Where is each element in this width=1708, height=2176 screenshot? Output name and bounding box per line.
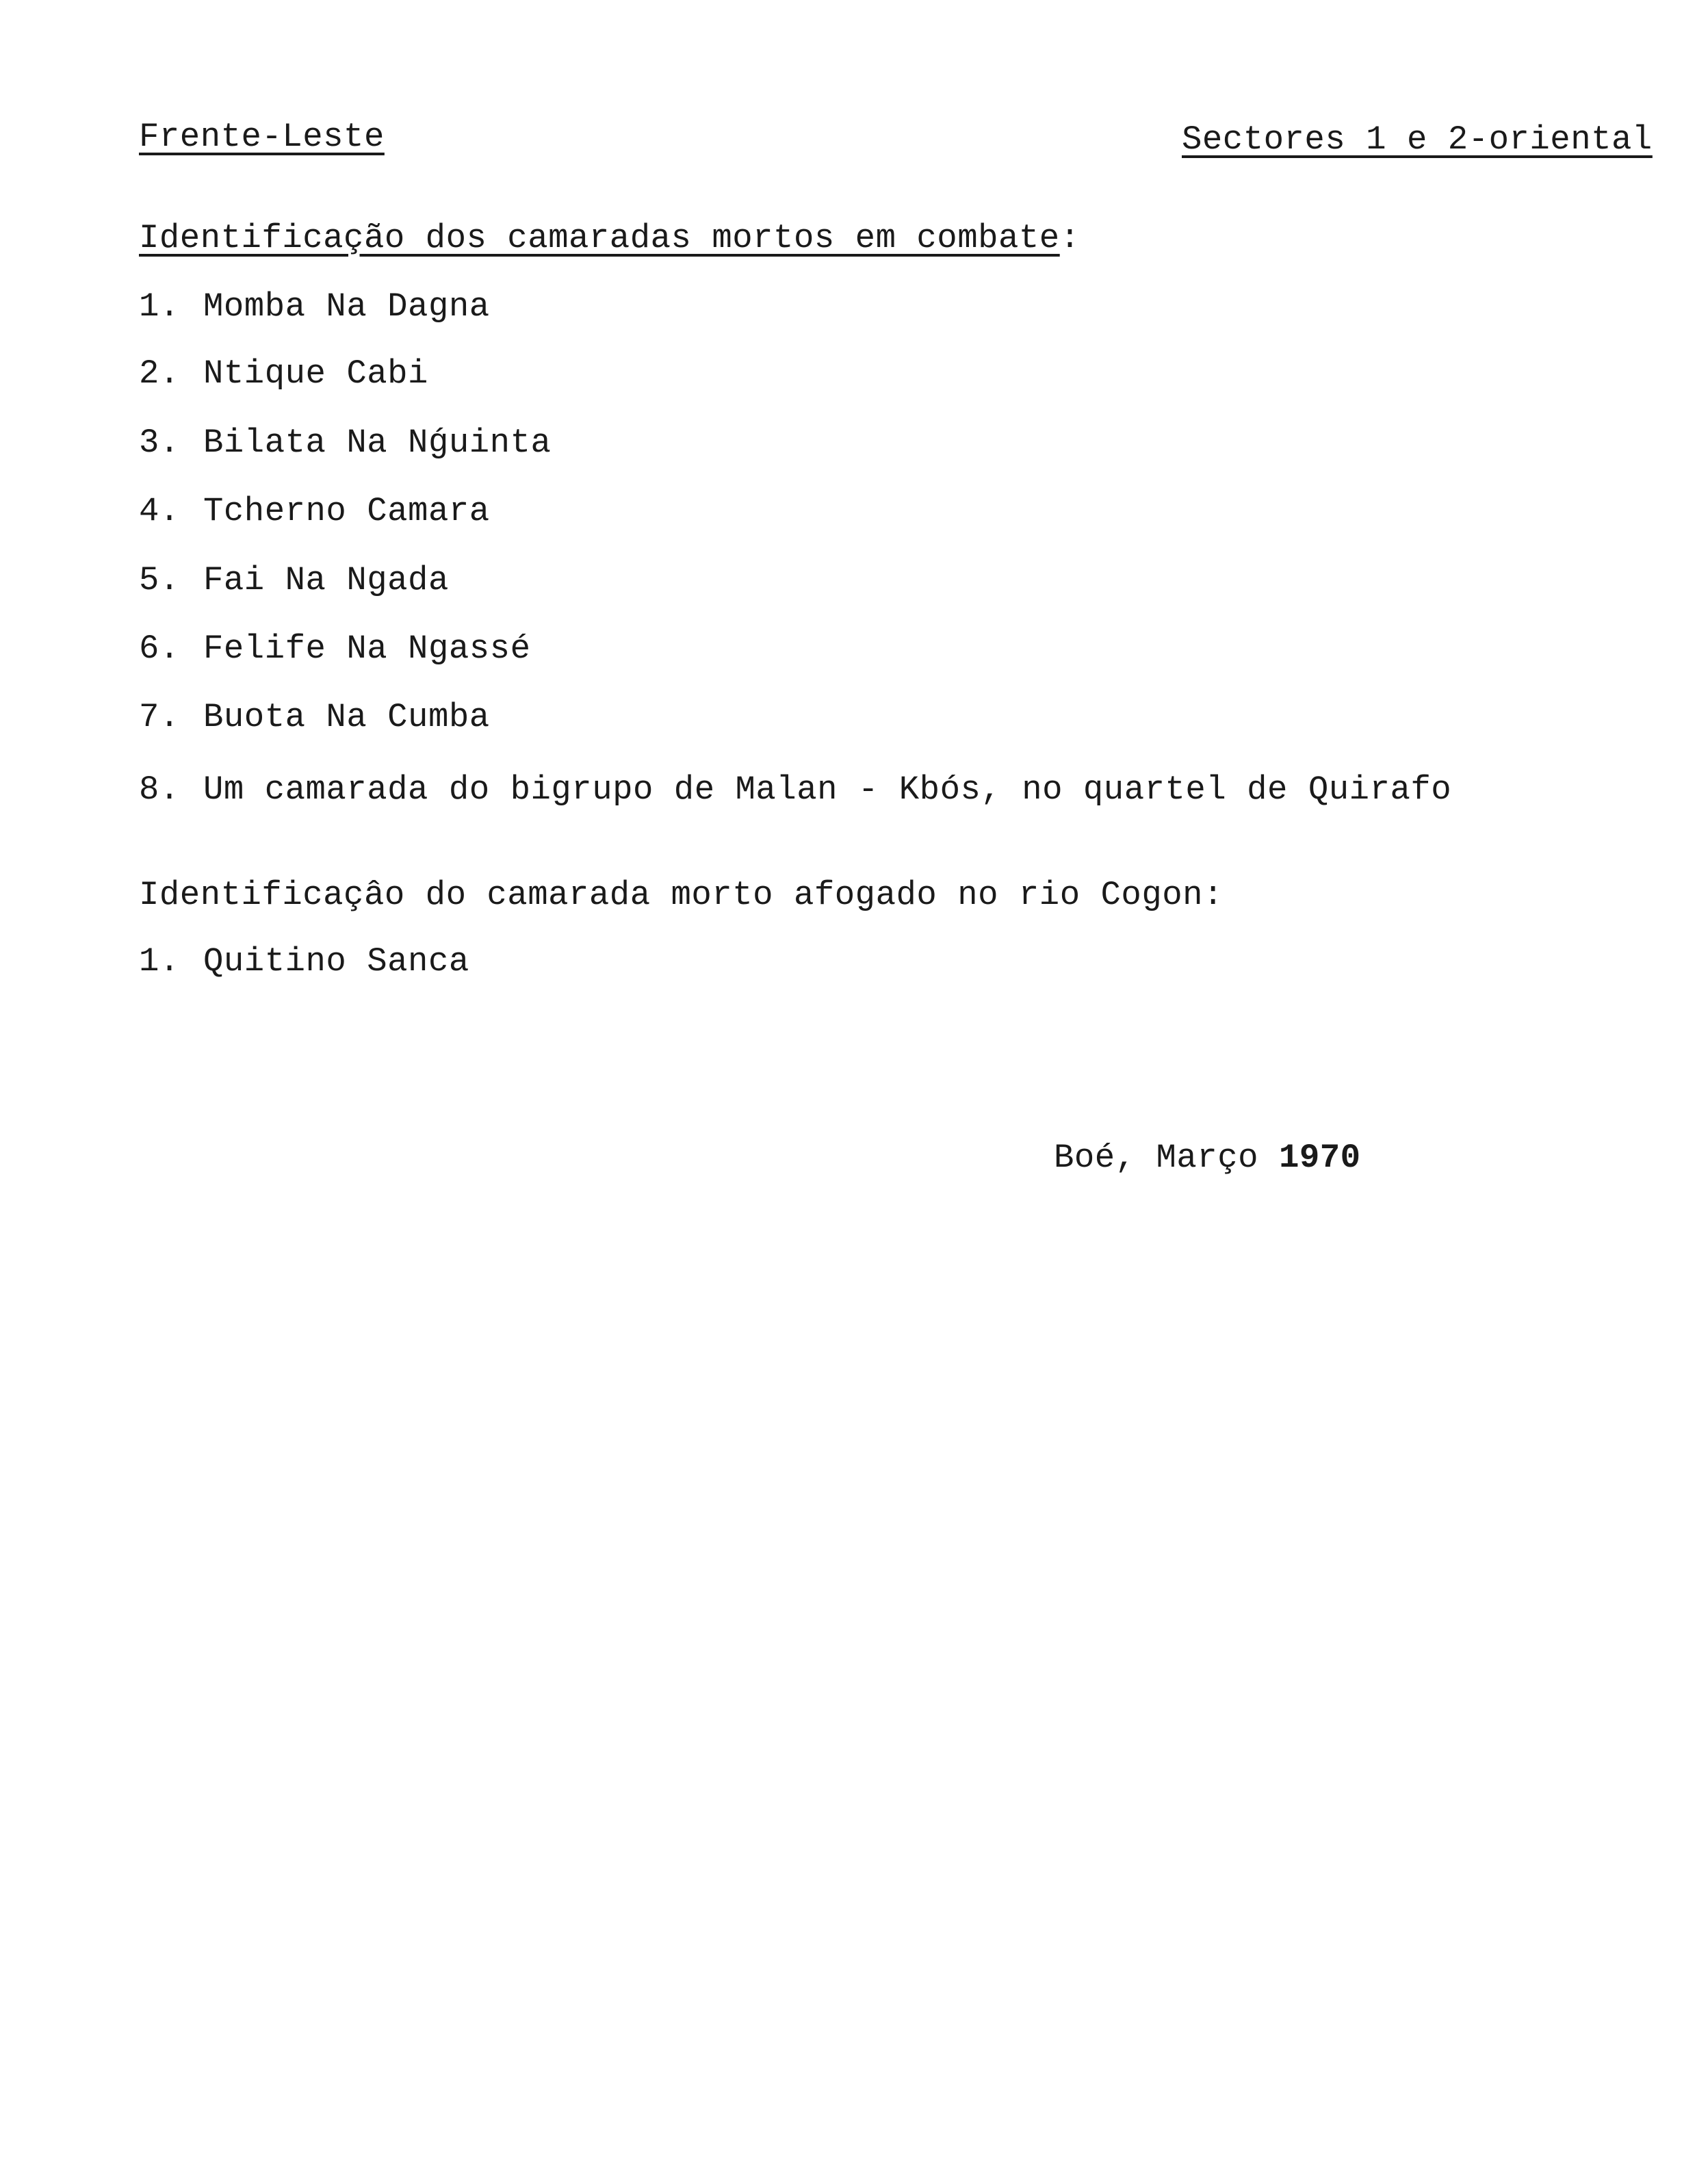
list-item-number: 3. <box>139 424 180 462</box>
list-item <box>139 941 469 982</box>
list-item-number: 1. <box>139 942 180 981</box>
list-item-name: Buota Na Cumba <box>203 698 490 736</box>
list-item <box>139 628 530 669</box>
front-heading: Frente-Leste <box>139 118 385 156</box>
list-item-number: 7. <box>139 698 180 736</box>
list-item <box>139 491 490 532</box>
list-item-name: Quitino Sanca <box>203 942 469 981</box>
list-item-number: 4. <box>139 492 180 530</box>
combat-list-title-text: Identificação dos camaradas mortos em combate <box>139 219 1060 257</box>
list-item <box>139 353 428 394</box>
list-item-name: Fai Na Ngada <box>203 561 449 599</box>
list-item <box>139 422 551 463</box>
dateline-year: 1970 <box>1278 1139 1361 1177</box>
drowned-list-title: Identificaçâo do camarada morto afogado no rio Cogon: <box>139 876 1224 914</box>
list-item <box>139 560 449 601</box>
list-item-name: Momba Na Dagna <box>203 287 490 326</box>
list-item-number: 1. <box>139 287 180 326</box>
list-item-number: 2. <box>139 354 180 393</box>
combat-list-title <box>139 218 1081 259</box>
combat-list-title-colon: : <box>1059 219 1081 257</box>
dateline <box>1054 1137 1361 1178</box>
list-item-name: Ntique Cabi <box>203 354 428 393</box>
dateline-place-month: Boé, Março <box>1054 1139 1279 1177</box>
list-item-name: Felife Na Ngassé <box>203 630 531 668</box>
list-item-number: 8. <box>139 770 180 809</box>
list-item <box>139 697 490 738</box>
list-item <box>139 286 490 327</box>
list-item-number: 6. <box>139 630 180 668</box>
list-item-name: Bilata Na Nǵuinta <box>203 424 552 462</box>
list-item-name: Um camarada do bigrupo de Malan - Kbós, no quartel de Quirafo <box>203 770 1452 809</box>
sector-heading: Sectores 1 e 2-oriental <box>1182 120 1653 159</box>
list-item <box>139 769 1451 810</box>
list-item-number: 5. <box>139 561 180 599</box>
list-item-name: Tcherno Camara <box>203 492 490 530</box>
